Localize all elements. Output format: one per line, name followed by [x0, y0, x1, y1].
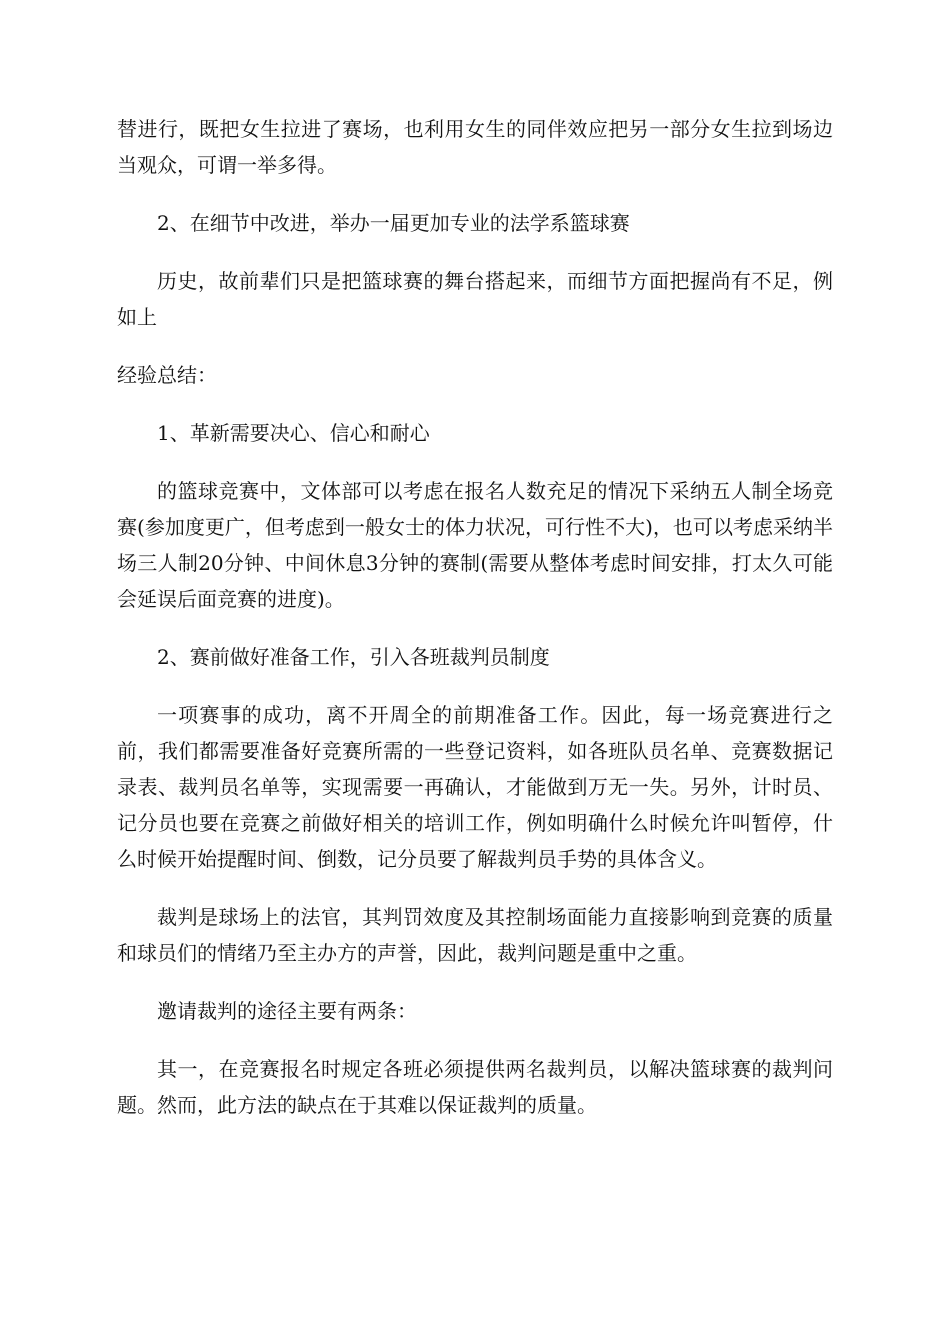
paragraph-6: 的篮球竞赛中，文体部可以考虑在报名人数充足的情况下采纳五人制全场竞赛(参加度更广，但考虑到一般女士的体力状况，可行性不大)，也可以考虑采纳半场三人制20分钟、中间休息3分钟的赛制(需要从整体考虑时间安排，打太久可能会延误后面竞赛的进度)。: [117, 479, 833, 611]
paragraph-4-heading: 经验总结：: [117, 363, 217, 387]
paragraph-2-heading: 2、在细节中改进，举办一届更加专业的法学系篮球赛: [157, 211, 630, 235]
paragraph-3: 历史，故前辈们只是把篮球赛的舞台搭起来，而细节方面把握尚有不足，例如上: [117, 269, 833, 329]
paragraph-10: 邀请裁判的途径主要有两条：: [157, 999, 417, 1023]
paragraph-9: 裁判是球场上的法官，其判罚效度及其控制场面能力直接影响到竞赛的质量和球员们的情绪乃至主办方的声誉，因此，裁判问题是重中之重。: [117, 905, 833, 965]
document-body: [117, 111, 833, 1145]
paragraph-7-heading: 2、赛前做好准备工作，引入各班裁判员制度: [157, 645, 550, 669]
paragraph-11: 其一，在竞赛报名时规定各班必须提供两名裁判员，以解决篮球赛的裁判问题。然而，此方法的缺点在于其难以保证裁判的质量。: [117, 1057, 833, 1117]
paragraph-5-heading: 1、革新需要决心、信心和耐心: [157, 421, 430, 445]
paragraph-1: 替进行，既把女生拉进了赛场，也利用女生的同伴效应把另一部分女生拉到场边当观众，可谓一举多得。: [117, 117, 833, 177]
paragraph-8: 一项赛事的成功，离不开周全的前期准备工作。因此，每一场竞赛进行之前，我们都需要准备好竞赛所需的一些登记资料，如各班队员名单、竞赛数据记录表、裁判员名单等，实现需要一再确认，才能做到万无一失。另外，计时员、记分员也要在竞赛之前做好相关的培训工作，例如明确什么时候允许叫暂停，什么时候开始提醒时间、倒数，记分员要了解裁判员手势的具体含义。: [117, 703, 833, 871]
